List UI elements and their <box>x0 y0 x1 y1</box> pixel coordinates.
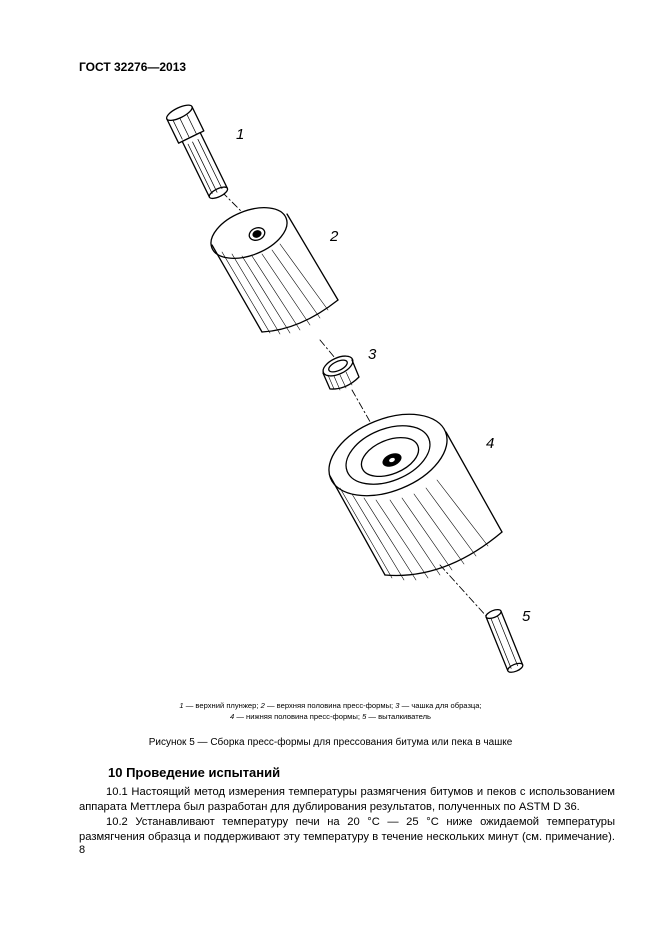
legend-number-3: 3 <box>395 701 400 710</box>
figure-caption: Рисунок 5 — Сборка пресс-формы для прессования битума или пека в чашке <box>148 737 513 748</box>
figure-legend-line-2 <box>0 711 661 722</box>
legend-text-3: — чашка для образца; <box>399 701 482 710</box>
legend-number-5: 5 <box>362 712 367 721</box>
section-title: 10 Проведение испытаний <box>108 765 281 780</box>
lower-mold-half <box>317 398 502 585</box>
document-header: ГОСТ 32276—2013 <box>79 60 187 74</box>
part-label-5: 5 <box>522 608 531 625</box>
legend-text-1: — верхний плунжер; <box>183 701 261 710</box>
paragraph-10-1: 10.1 Настоящий метод измерения температуры размягчения битумов и пеков с использованием аппарата Меттлера был разработан для дублирования результатов, полученных по ASTM D 36. <box>79 786 615 813</box>
upper-mold-half <box>204 198 340 334</box>
part-label-4: 4 <box>486 435 495 452</box>
legend-text-2: — верхняя половина пресс-формы; <box>264 701 396 710</box>
part-label-1: 1 <box>236 126 245 143</box>
legend-number-4: 4 <box>230 712 235 721</box>
upper-plunger <box>165 102 233 202</box>
part-label-3: 3 <box>368 346 377 363</box>
mold-assembly-figure <box>0 90 661 690</box>
part-label-2: 2 <box>330 228 339 245</box>
sample-cup <box>320 352 359 390</box>
page-number: 8 <box>79 844 86 856</box>
ejector <box>485 608 524 674</box>
figure-legend-line-1 <box>0 700 661 711</box>
legend-text-5: — выталкиватель <box>366 712 431 721</box>
legend-number-2: 2 <box>260 701 265 710</box>
legend-number-1: 1 <box>179 701 184 710</box>
paragraph-10-2: 10.2 Устанавливают температуру печи на 20 °С — 25 °С ниже ожидаемой температуры размягчения образца и поддерживают эту температуру в течение нескольких минут (см. примечание). <box>79 816 615 843</box>
legend-text-4: — нижняя половина пресс-формы; <box>234 712 363 721</box>
